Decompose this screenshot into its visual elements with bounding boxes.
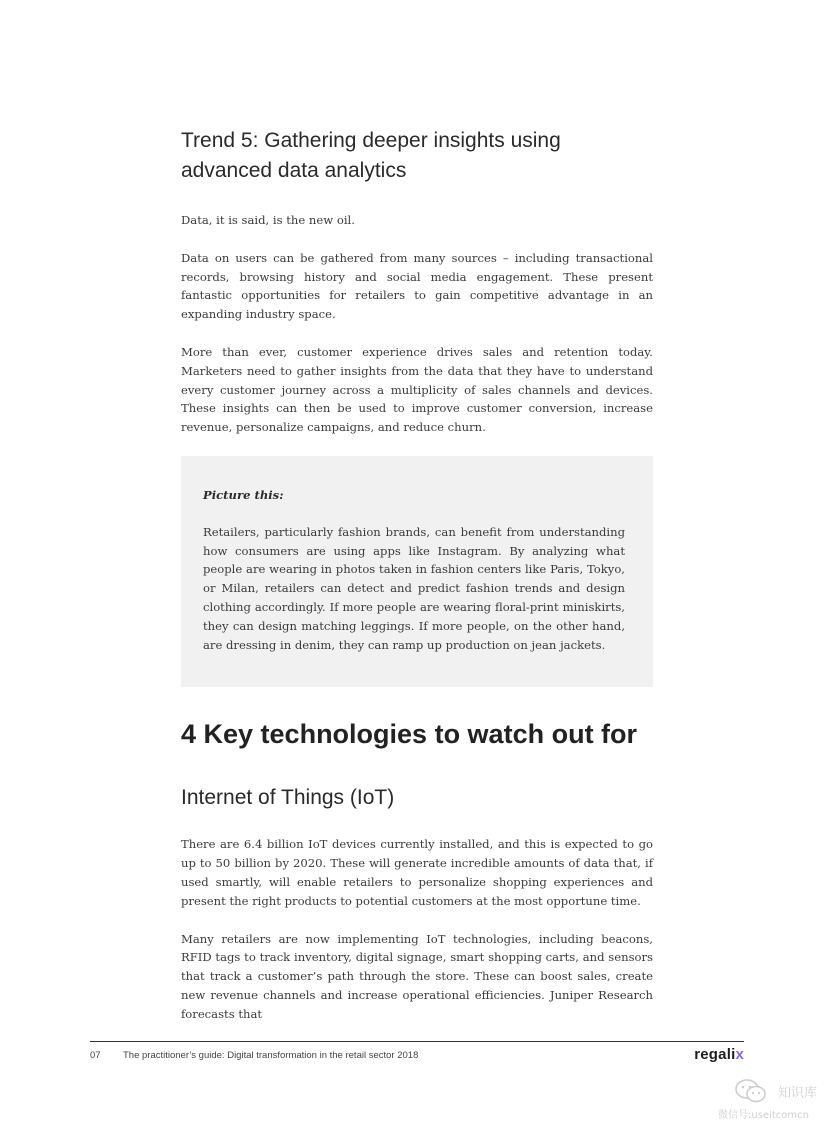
page-footer xyxy=(90,1041,744,1070)
callout-body: Retailers, particularly fashion brands, can benefit from understanding how consumers are using apps like Instagram. By analyzing what people are wearing in photos taken in fashion centers like Paris, Tokyo, or Milan, retailers can detect and predict fashion trends and design clothing accordingly. If more people are wearing floral-print miniskirts, they can design matching leggings. If more people, on the other hand, are dressing in denim, they can ramp up production on jean jackets. xyxy=(203,524,625,652)
footer-page-number: 07 xyxy=(90,1050,101,1061)
subsection-title: Internet of Things (IoT) xyxy=(181,786,395,810)
footer-document-title: The practitioner’s guide: Digital transformation in the retail sector 2018 xyxy=(123,1050,419,1061)
trend-paragraph-3: More than ever, customer experience drives sales and retention today. Marketers need to gather insights from the data that they have to understand every customer journey across a multiplicity of sales channels and devices. These insights can then be used to improve customer conversion, increase revenue, personalize campaigns, and reduce churn. xyxy=(181,344,653,435)
watermark xyxy=(718,1078,828,1124)
trend-paragraph-1: Data, it is said, is the new oil. xyxy=(181,213,355,227)
iot-paragraph-1: There are 6.4 billion IoT devices currently installed, and this is expected to go up to 50 billion by 2020. These will generate incredible amounts of data that, if used smartly, will enable retailers to personalize shopping experiences and present the right products to potential customers at the most opportune time. xyxy=(181,837,653,908)
callout-heading: Picture this: xyxy=(203,487,284,502)
main-content xyxy=(181,126,653,1043)
watermark-account: 微信号:useitcomcn xyxy=(718,1110,809,1121)
logo-accent-letter: x xyxy=(735,1046,744,1063)
iot-paragraph-2: Many retailers are now implementing IoT technologies, including beacons, RFID tags to track inventory, digital signage, smart shopping carts, and sensors that track a customer’s path through the store. These can boost sales, create new revenue channels and increase operational efficiencies. Juniper Research forecasts that xyxy=(181,931,653,1021)
trend-paragraph-2: Data on users can be gathered from many sources – including transactional records, browsing history and social media engagement. These present fantastic opportunities for retailers to gain competitive advantage in an expanding industry space. xyxy=(181,250,653,322)
regalix-logo xyxy=(694,1046,744,1063)
section-title: 4 Key technologies to watch out for xyxy=(181,719,638,750)
logo-text: regali xyxy=(694,1046,736,1063)
watermark-title: 知识库 xyxy=(778,1086,818,1101)
wechat-icon xyxy=(734,1078,768,1109)
trend-title: Trend 5: Gathering deeper insights using advanced data analytics xyxy=(181,129,561,182)
callout-box xyxy=(181,456,653,687)
